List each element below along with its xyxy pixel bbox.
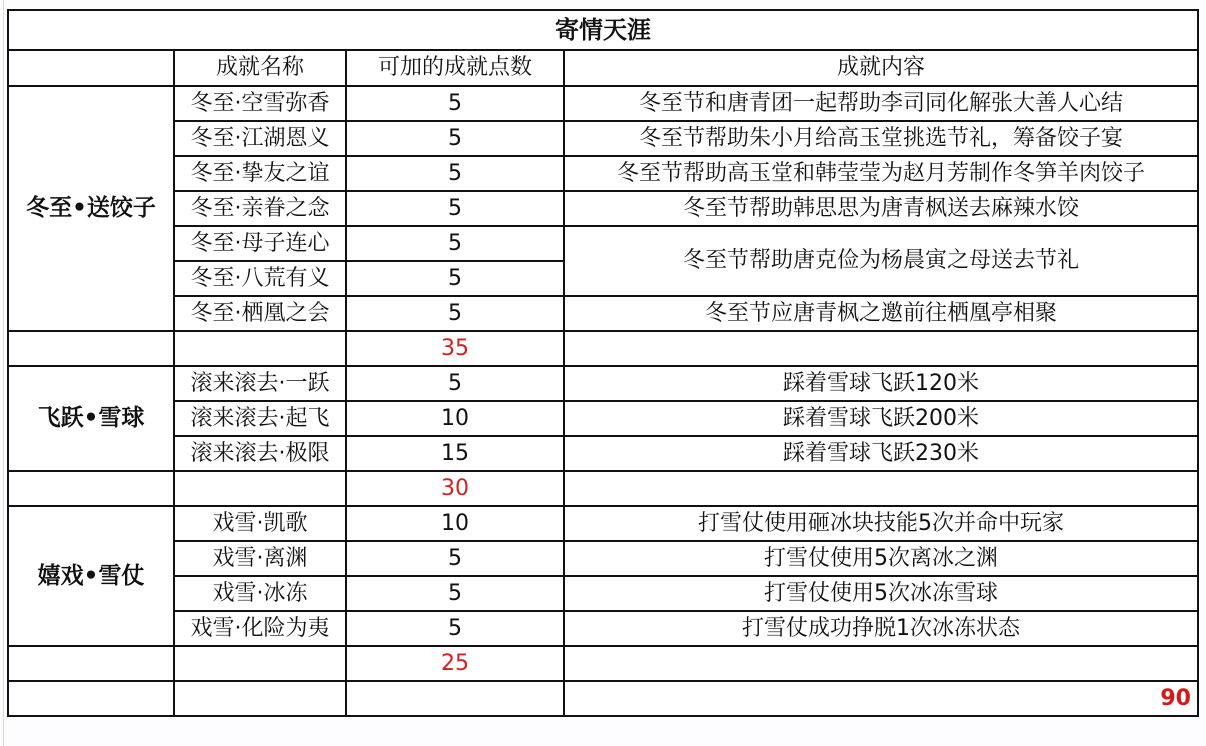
table-row (8, 576, 1198, 611)
grand-total-value: 90 (564, 681, 1198, 716)
achievement-points: 5 (346, 156, 564, 191)
achievement-points: 10 (346, 506, 564, 541)
empty-cell (174, 331, 346, 366)
empty-cell (174, 681, 346, 716)
achievement-name: 滚来滚去·起飞 (174, 401, 346, 436)
table-row (8, 541, 1198, 576)
achievement-content: 冬至节帮助朱小月给高玉堂挑选节礼，筹备饺子宴 (564, 121, 1198, 156)
achievement-points: 5 (346, 611, 564, 646)
achievement-points: 5 (346, 541, 564, 576)
header-content: 成就内容 (564, 50, 1198, 86)
achievement-points: 5 (346, 191, 564, 226)
empty-cell (8, 681, 174, 716)
empty-cell (8, 331, 174, 366)
group-label: 飞跃•雪球 (8, 366, 174, 471)
empty-cell (346, 681, 564, 716)
table-title: 寄情天涯 (8, 10, 1198, 50)
table-row (8, 366, 1198, 401)
achievement-content: 打雪仗使用5次离冰之渊 (564, 541, 1198, 576)
empty-cell (174, 646, 346, 681)
achievement-content: 冬至节帮助唐克俭为杨晨寅之母送去节礼 (564, 226, 1198, 296)
empty-cell (564, 331, 1198, 366)
achievement-points: 5 (346, 366, 564, 401)
total-row (8, 681, 1198, 716)
achievement-name: 滚来滚去·极限 (174, 436, 346, 471)
achievement-name: 冬至·亲眷之念 (174, 191, 346, 226)
achievement-points: 5 (346, 261, 564, 296)
subtotal-row (8, 471, 1198, 506)
table-row (8, 436, 1198, 471)
achievement-points: 5 (346, 121, 564, 156)
empty-cell (564, 646, 1198, 681)
subtotal-row (8, 331, 1198, 366)
table-row (8, 296, 1198, 331)
empty-cell (174, 471, 346, 506)
achievement-name: 冬至·母子连心 (174, 226, 346, 261)
achievement-name: 冬至·空雪弥香 (174, 86, 346, 121)
table-row (8, 611, 1198, 646)
empty-cell (8, 646, 174, 681)
achievement-table (7, 9, 1199, 717)
subtotal-value: 25 (346, 646, 564, 681)
achievement-content: 冬至节帮助韩思思为唐青枫送去麻辣水饺 (564, 191, 1198, 226)
empty-cell (8, 471, 174, 506)
group-label: 嬉戏•雪仗 (8, 506, 174, 646)
empty-cell (564, 471, 1198, 506)
header-points: 可加的成就点数 (346, 50, 564, 86)
achievement-name: 冬至·挚友之谊 (174, 156, 346, 191)
achievement-name: 戏雪·化险为夷 (174, 611, 346, 646)
achievement-name: 滚来滚去·一跃 (174, 366, 346, 401)
achievement-points: 15 (346, 436, 564, 471)
achievement-name: 冬至·栖凰之会 (174, 296, 346, 331)
achievement-points: 5 (346, 86, 564, 121)
table-row (8, 506, 1198, 541)
header-row (8, 50, 1198, 86)
achievement-content: 打雪仗使用5次冰冻雪球 (564, 576, 1198, 611)
header-name: 成就名称 (174, 50, 346, 86)
achievement-content: 踩着雪球飞跃200米 (564, 401, 1198, 436)
achievement-points: 5 (346, 576, 564, 611)
subtotal-value: 30 (346, 471, 564, 506)
group-label: 冬至•送饺子 (8, 86, 174, 331)
table-row (8, 191, 1198, 226)
table-row (8, 226, 1198, 261)
achievement-content: 冬至节应唐青枫之邀前往栖凰亭相聚 (564, 296, 1198, 331)
achievement-content: 冬至节帮助高玉堂和韩莹莹为赵月芳制作冬笋羊肉饺子 (564, 156, 1198, 191)
sheet-gridline (3, 0, 4, 746)
table-row (8, 401, 1198, 436)
achievement-points: 5 (346, 296, 564, 331)
subtotal-value: 35 (346, 331, 564, 366)
achievement-content: 冬至节和唐青团一起帮助李司同化解张大善人心结 (564, 86, 1198, 121)
table-row (8, 156, 1198, 191)
achievement-content: 踩着雪球飞跃230米 (564, 436, 1198, 471)
achievement-name: 戏雪·离渊 (174, 541, 346, 576)
achievement-name: 冬至·八荒有义 (174, 261, 346, 296)
achievement-name: 冬至·江湖恩义 (174, 121, 346, 156)
table-row (8, 86, 1198, 121)
subtotal-row (8, 646, 1198, 681)
achievement-content: 踩着雪球飞跃120米 (564, 366, 1198, 401)
achievement-points: 10 (346, 401, 564, 436)
achievement-name: 戏雪·冰冻 (174, 576, 346, 611)
achievement-points: 5 (346, 226, 564, 261)
achievement-name: 戏雪·凯歌 (174, 506, 346, 541)
header-group (8, 50, 174, 86)
achievement-content: 打雪仗成功挣脱1次冰冻状态 (564, 611, 1198, 646)
achievement-content: 打雪仗使用砸冰块技能5次并命中玩家 (564, 506, 1198, 541)
table-row (8, 121, 1198, 156)
